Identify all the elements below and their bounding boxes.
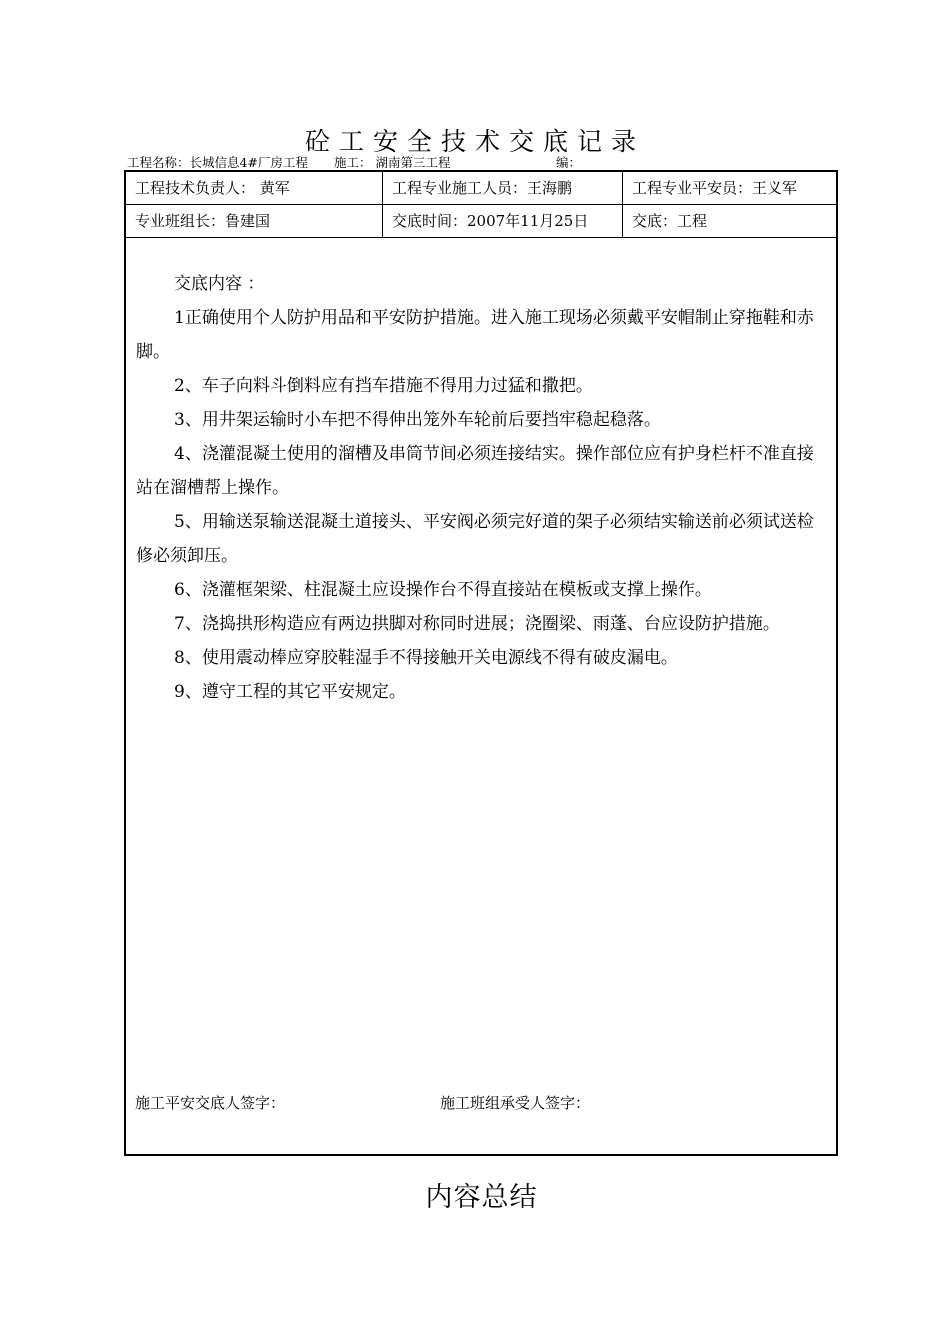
team-leader-cell: 专业班组长：鲁建国 [126, 205, 383, 237]
project-name: 工程名称：长城信息4#厂房工程 [127, 155, 308, 170]
content-item: 7、浇捣拱形构造应有两边拱脚对称同时进展；浇圈梁、雨蓬、台应设防护措施。 [174, 614, 780, 634]
construction-staff-cell: 工程专业施工人员：王海鹏 [383, 172, 623, 204]
construction-unit: 施工： 湖南第三工程 [334, 155, 451, 170]
header-row-2 [126, 205, 836, 238]
document-meta-line [127, 153, 581, 171]
content-item: 6、浇灌框架梁、柱混凝土应设操作台不得直接站在模板或支撑上操作。 [174, 580, 712, 600]
briefing-cell: 交底：工程 [632, 212, 708, 230]
content-item: 8、使用震动棒应穿胶鞋湿手不得接触开关电源线不得有破皮漏电。 [174, 648, 678, 668]
content-item: 1正确使用个人防护用品和平安防护措施。进入施工现场必须戴平安帽制止穿拖鞋和赤脚。 [136, 308, 814, 362]
content-item: 2、车子向料斗倒料应有挡车措施不得用力过猛和撒把。 [174, 376, 593, 396]
document-number: 编： [556, 155, 582, 170]
receiver-signature-label: 施工班组承受人签字： [440, 1094, 591, 1112]
document-title: 砼工安全技术交底记录 [304, 127, 645, 156]
briefer-signature-label: 施工平安交底人签字： [135, 1094, 286, 1112]
content-item: 5、用输送泵输送混凝土道接头、平安阀必须完好道的架子必须结实输送前必须试送检修必须卸压。 [136, 512, 814, 566]
content-item: 9、遵守工程的其它平安规定。 [174, 682, 406, 702]
technical-lead-cell: 工程技术负责人： 黄军 [126, 172, 383, 204]
briefing-content [136, 267, 828, 709]
record-sheet [124, 170, 838, 1156]
header-row-1 [126, 172, 836, 205]
content-item: 3、用井架运输时小车把不得伸出笼外车轮前后要挡牢稳起稳落。 [174, 410, 661, 430]
content-heading: 交底内容 ： [174, 274, 265, 294]
content-item: 4、浇灌混凝土使用的溜槽及串筒节间必须连接结实。操作部位应有护身栏杆不准直接站在溜槽帮上操作。 [136, 444, 814, 498]
safety-officer-cell: 工程专业平安员：王义军 [632, 179, 798, 197]
briefing-time-cell: 交底时间：2007年11月25日 [383, 205, 623, 237]
summary-heading: 内容总结 [425, 1182, 538, 1213]
